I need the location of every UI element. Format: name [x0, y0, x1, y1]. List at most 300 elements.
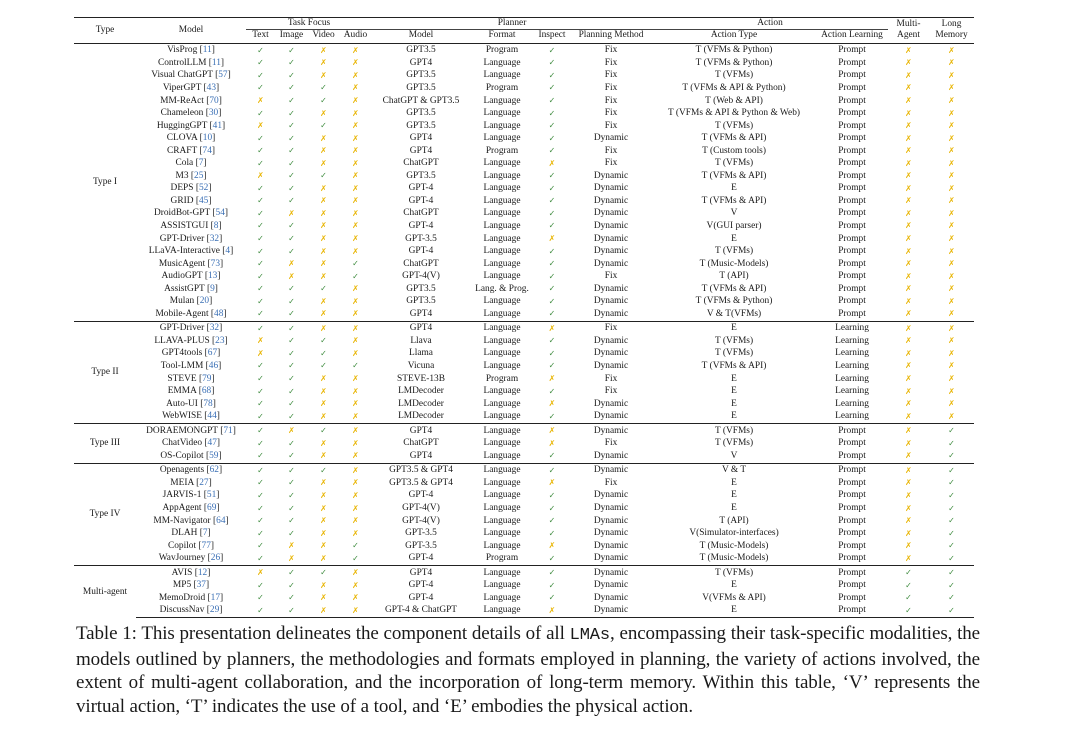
model-name-cell — [136, 220, 246, 233]
format-cell: Language — [483, 296, 521, 307]
cross-icon: ✗ — [905, 246, 912, 256]
citation-link[interactable]: 17 — [210, 592, 221, 603]
cross-icon: ✗ — [352, 96, 359, 105]
multi-agent-cell — [888, 145, 929, 158]
table-row — [74, 503, 974, 516]
citation-link[interactable]: 71 — [223, 425, 233, 436]
text-focus-cell — [246, 321, 275, 335]
long-memory-cell — [929, 82, 974, 95]
action-learning-cell: Prompt — [838, 528, 866, 539]
planning-method-cell: Dynamic — [593, 246, 629, 257]
video-focus-cell — [308, 258, 339, 271]
check-icon: ✓ — [288, 478, 295, 488]
cross-icon: ✗ — [320, 246, 327, 256]
image-focus-cell — [275, 373, 308, 386]
planning-method-cell: Dynamic — [570, 566, 652, 580]
check-icon: ✓ — [257, 426, 264, 436]
cross-icon: ✗ — [905, 208, 912, 218]
citation-link[interactable]: 44 — [207, 411, 217, 422]
check-icon: ✓ — [352, 361, 359, 371]
video-focus-cell — [308, 296, 339, 309]
model-name-cell — [136, 515, 246, 528]
cite-bracket-close: ] — [211, 45, 215, 56]
action-learning-cell: Prompt — [816, 424, 888, 438]
action-type-cell: T (VFMs & Python) — [652, 43, 816, 57]
citation-link[interactable]: 29 — [209, 605, 220, 616]
table-row — [74, 43, 974, 57]
video-focus-cell — [308, 308, 339, 321]
cite-bracket-close: ] — [217, 271, 221, 282]
text-focus-cell — [246, 158, 275, 171]
cite-bracket-open: [ — [217, 425, 224, 436]
cross-icon: ✗ — [905, 259, 912, 269]
cite-bracket-close: ] — [217, 348, 221, 359]
model-name-cell — [136, 183, 246, 196]
action-learning-cell: Prompt — [838, 133, 866, 144]
citation-link[interactable]: 67 — [207, 348, 218, 359]
planning-method-cell: Dynamic — [570, 463, 652, 477]
audio-focus-cell — [339, 348, 372, 361]
citation-link[interactable]: 69 — [207, 503, 217, 513]
cite-bracket-close: ] — [220, 553, 224, 564]
cross-icon: ✗ — [948, 348, 955, 358]
citation-link[interactable]: 62 — [209, 465, 219, 476]
cite-bracket-close: ] — [214, 283, 218, 294]
table-row — [74, 57, 974, 70]
video-focus-cell — [308, 120, 339, 133]
long-memory-cell — [929, 120, 974, 133]
check-icon: ✓ — [548, 361, 556, 371]
cross-icon: ✗ — [320, 528, 327, 538]
format-cell: Language — [470, 566, 534, 580]
citation-link[interactable]: 32 — [209, 323, 220, 334]
inspect-cell — [534, 57, 570, 70]
image-focus-cell — [275, 258, 308, 271]
image-focus-cell — [275, 477, 308, 490]
planner-model-cell: GPT4 — [372, 566, 470, 580]
check-icon: ✓ — [288, 58, 295, 68]
action-type-cell: T (VFMs) — [714, 246, 754, 257]
cite-bracket-close: ] — [220, 258, 224, 269]
multi-agent-cell — [888, 592, 929, 605]
citation-link[interactable]: 74 — [202, 145, 212, 156]
audio-focus-cell — [339, 592, 372, 605]
cross-icon: ✗ — [548, 399, 556, 409]
cite-bracket-open: [ — [196, 386, 202, 397]
multi-agent-cell — [888, 335, 929, 348]
format-cell: Program — [470, 43, 534, 57]
cross-icon: ✗ — [352, 490, 359, 500]
multi-agent-cell — [888, 528, 929, 541]
cite-bracket-open: [ — [219, 246, 226, 257]
action-learning-cell: Prompt — [838, 158, 866, 169]
citation-link[interactable]: 9 — [210, 283, 215, 294]
format-cell: Language — [483, 490, 521, 501]
cross-icon: ✗ — [905, 284, 912, 294]
table-row — [74, 477, 974, 490]
audio-focus-cell — [339, 258, 372, 271]
check-icon: ✓ — [288, 348, 295, 358]
check-icon: ✓ — [288, 96, 295, 105]
action-type-cell: T (VFMs) — [714, 70, 754, 81]
cross-icon: ✗ — [905, 58, 912, 68]
model-name-cell — [136, 195, 246, 208]
citation-link[interactable]: 10 — [202, 133, 213, 144]
cite-bracket-close: ] — [225, 515, 229, 526]
planner-model-cell: STEVE-13B — [397, 373, 445, 384]
citation-link[interactable]: 64 — [216, 515, 226, 526]
audio-focus-cell — [339, 208, 372, 221]
citation-link[interactable]: 73 — [210, 258, 221, 269]
check-icon: ✓ — [288, 83, 295, 93]
format-cell: Language — [483, 438, 521, 449]
cite-bracket-close: ] — [212, 398, 216, 409]
check-icon: ✓ — [288, 183, 295, 193]
audio-focus-cell — [339, 553, 372, 566]
cross-icon: ✗ — [905, 309, 912, 319]
audio-focus-cell — [339, 57, 372, 70]
action-type-cell: T (VFMs & API) — [701, 133, 767, 144]
text-focus-cell — [246, 195, 275, 208]
cross-icon: ✗ — [948, 336, 955, 346]
citation-link[interactable]: 77 — [201, 540, 211, 551]
action-type-cell: V & T — [652, 463, 816, 477]
model-name: ASSISTGUI — [160, 220, 209, 231]
video-focus-cell — [308, 605, 339, 618]
citation-link[interactable]: 20 — [199, 296, 210, 307]
check-icon: ✓ — [905, 605, 912, 615]
cross-icon: ✗ — [905, 323, 912, 333]
inspect-cell — [534, 271, 570, 284]
citation-link[interactable]: 59 — [209, 450, 219, 461]
inspect-cell — [534, 208, 570, 221]
model-name: AVIS — [171, 567, 193, 578]
table-row — [74, 386, 974, 399]
cross-icon: ✗ — [288, 271, 295, 281]
planning-method-cell: Dynamic — [593, 133, 629, 144]
cross-icon: ✗ — [905, 516, 912, 526]
text-focus-cell — [246, 296, 275, 309]
check-icon: ✓ — [257, 605, 264, 615]
citation-link[interactable]: 7 — [198, 158, 204, 169]
audio-focus-cell — [339, 566, 372, 580]
cross-icon: ✗ — [320, 451, 327, 461]
citation-link[interactable]: 45 — [198, 195, 209, 206]
cross-icon: ✗ — [320, 259, 327, 269]
model-name: GPT-Driver — [159, 233, 205, 244]
inspect-cell — [534, 348, 570, 361]
cross-icon: ✗ — [948, 399, 955, 409]
table-row — [74, 528, 974, 541]
cite-bracket-open: [ — [203, 108, 209, 119]
table-row — [74, 411, 974, 424]
check-icon: ✓ — [320, 284, 327, 294]
table-row — [74, 158, 974, 171]
text-focus-cell — [246, 553, 275, 566]
text-focus-cell — [246, 246, 275, 259]
multi-agent-cell — [888, 553, 929, 566]
audio-focus-cell — [339, 360, 372, 373]
planner-model-cell: Llama — [409, 348, 433, 359]
multi-agent-cell — [888, 386, 929, 399]
audio-focus-cell — [339, 605, 372, 618]
cross-icon: ✗ — [320, 503, 327, 513]
cross-icon: ✗ — [548, 158, 556, 168]
video-focus-cell — [308, 335, 339, 348]
cross-icon: ✗ — [352, 296, 359, 306]
cross-icon: ✗ — [257, 171, 264, 181]
action-learning-cell: Prompt — [838, 183, 866, 194]
model-name: Mulan — [169, 296, 195, 307]
action-learning-cell: Learning — [835, 348, 869, 359]
citation-link[interactable]: 32 — [209, 233, 220, 244]
citation-link[interactable]: 11 — [202, 45, 212, 56]
check-icon: ✓ — [257, 490, 264, 500]
citation-link[interactable]: 43 — [206, 82, 217, 93]
check-icon: ✓ — [288, 528, 295, 538]
cite-bracket-close: ] — [230, 246, 234, 257]
cross-icon: ✗ — [905, 96, 912, 105]
action-learning-cell: Prompt — [838, 553, 866, 564]
multi-agent-cell — [888, 348, 929, 361]
audio-focus-cell — [339, 540, 372, 553]
inspect-cell — [534, 308, 570, 321]
video-focus-cell — [308, 490, 339, 503]
inspect-cell — [534, 540, 570, 553]
video-focus-cell — [308, 208, 339, 221]
cite-bracket-close: ] — [219, 233, 223, 244]
cross-icon: ✗ — [257, 96, 264, 105]
table-row — [74, 108, 974, 121]
citation-link[interactable]: 52 — [198, 183, 209, 194]
table-row — [74, 348, 974, 361]
multi-agent-cell — [888, 477, 929, 490]
cross-icon: ✗ — [352, 309, 359, 319]
check-icon: ✓ — [257, 541, 264, 551]
model-name-cell — [136, 360, 246, 373]
cite-bracket-open: [ — [202, 348, 208, 359]
cite-bracket-open: [ — [205, 553, 211, 564]
check-icon: ✓ — [948, 568, 955, 578]
cross-icon: ✗ — [548, 605, 556, 615]
long-memory-cell — [929, 438, 974, 451]
image-focus-cell — [275, 208, 308, 221]
citation-link[interactable]: 12 — [197, 567, 208, 578]
cite-bracket-close: ] — [210, 540, 215, 551]
cross-icon: ✗ — [905, 399, 912, 409]
citation-link[interactable]: 47 — [207, 438, 217, 449]
cross-icon: ✗ — [352, 411, 359, 421]
audio-focus-cell — [339, 195, 372, 208]
citation-link[interactable]: 78 — [203, 398, 213, 409]
long-memory-cell — [929, 70, 974, 83]
video-focus-cell — [308, 566, 339, 580]
check-icon: ✓ — [548, 284, 556, 294]
citation-link[interactable]: 41 — [212, 120, 223, 131]
video-focus-cell — [308, 57, 339, 70]
model-name-cell — [136, 95, 246, 108]
inspect-cell — [534, 398, 570, 411]
action-learning-cell: Prompt — [838, 246, 866, 257]
video-focus-cell — [308, 95, 339, 108]
model-name-cell — [136, 335, 246, 348]
cross-icon: ✗ — [905, 45, 912, 55]
cross-icon: ✗ — [905, 465, 912, 475]
header-audio: Audio — [339, 30, 372, 43]
table-row — [74, 145, 974, 158]
long-memory-cell — [929, 580, 974, 593]
inspect-cell — [534, 283, 570, 296]
citation-link[interactable]: 70 — [209, 95, 219, 106]
check-icon: ✓ — [257, 309, 264, 319]
format-cell: Language — [483, 195, 521, 206]
text-focus-cell — [246, 70, 275, 83]
inspect-cell — [534, 233, 570, 246]
audio-focus-cell — [339, 170, 372, 183]
text-focus-cell — [246, 108, 275, 121]
action-type-cell: E — [731, 503, 737, 513]
multi-agent-cell — [888, 566, 929, 580]
planner-model-cell: GPT4 — [409, 450, 433, 461]
long-memory-cell — [929, 57, 974, 70]
model-name-cell — [136, 321, 246, 335]
audio-focus-cell — [339, 398, 372, 411]
table-row — [74, 553, 974, 566]
cross-icon: ✗ — [288, 426, 295, 436]
action-type-cell: T (VFMs) — [714, 120, 754, 131]
check-icon: ✓ — [257, 503, 264, 513]
planning-method-cell: Fix — [570, 43, 652, 57]
check-icon: ✓ — [257, 553, 264, 563]
cross-icon: ✗ — [320, 516, 327, 526]
planning-method-cell: Fix — [604, 82, 618, 93]
check-icon: ✓ — [548, 196, 556, 206]
planner-model-cell: GPT-4 & ChatGPT — [372, 605, 470, 618]
citation-link[interactable]: 54 — [215, 208, 225, 219]
audio-focus-cell — [339, 120, 372, 133]
citation-link[interactable]: 79 — [202, 373, 212, 384]
citation-link[interactable]: 25 — [194, 170, 204, 181]
model-name: CLOVA — [166, 133, 198, 144]
action-learning-cell: Prompt — [838, 233, 866, 244]
text-focus-cell — [246, 566, 275, 580]
cross-icon: ✗ — [948, 146, 955, 156]
check-icon: ✓ — [548, 568, 556, 578]
cite-bracket-close: ] — [211, 145, 216, 156]
citation-link[interactable]: 7 — [202, 528, 208, 539]
cross-icon: ✗ — [948, 58, 955, 68]
format-cell: Language — [483, 246, 521, 257]
check-icon: ✓ — [257, 108, 264, 118]
action-type-cell: T (VFMs & Python) — [695, 57, 773, 68]
model-name: Chameleon — [160, 108, 204, 119]
citation-link[interactable]: 30 — [208, 108, 219, 119]
long-memory-cell — [929, 220, 974, 233]
video-focus-cell — [308, 195, 339, 208]
long-memory-cell — [929, 271, 974, 284]
check-icon: ✓ — [320, 348, 327, 358]
model-name: LLAVA-PLUS — [154, 335, 210, 346]
cite-bracket-open: [ — [201, 503, 208, 513]
audio-focus-cell — [339, 133, 372, 146]
long-memory-cell — [929, 133, 974, 146]
long-memory-cell — [929, 308, 974, 321]
planning-method-cell: Dynamic — [593, 208, 629, 219]
action-type-cell: E — [731, 490, 737, 501]
planning-method-cell: Dynamic — [593, 553, 629, 564]
check-icon: ✓ — [257, 45, 264, 55]
audio-focus-cell — [339, 450, 372, 463]
cross-icon: ✗ — [352, 399, 359, 409]
planner-model-cell: GPT-3.5 — [405, 233, 437, 244]
check-icon: ✓ — [288, 284, 295, 294]
citation-link[interactable]: 26 — [210, 553, 221, 564]
citation-link[interactable]: 57 — [218, 70, 228, 81]
text-focus-cell — [246, 283, 275, 296]
cross-icon: ✗ — [352, 45, 359, 55]
audio-focus-cell — [339, 108, 372, 121]
citation-link[interactable]: 51 — [206, 490, 217, 501]
check-icon: ✓ — [548, 96, 556, 105]
table-row — [74, 605, 974, 618]
planner-model-cell: ChatGPT & GPT3.5 — [382, 95, 460, 106]
cross-icon: ✗ — [948, 361, 955, 371]
cross-icon: ✗ — [948, 45, 955, 55]
audio-focus-cell — [339, 424, 372, 438]
inspect-cell — [534, 108, 570, 121]
planner-model-cell: GPT-4(V) — [402, 515, 440, 526]
cross-icon: ✗ — [352, 323, 359, 333]
cross-icon: ✗ — [905, 83, 912, 93]
check-icon: ✓ — [320, 171, 327, 181]
inspect-cell — [534, 566, 570, 580]
planning-method-cell: Dynamic — [570, 424, 652, 438]
audio-focus-cell — [339, 411, 372, 424]
model-name: Mobile-Agent — [155, 308, 209, 319]
cross-icon: ✗ — [905, 234, 912, 244]
citation-link[interactable]: 8 — [213, 220, 219, 231]
citation-link[interactable]: 37 — [196, 580, 206, 591]
check-icon: ✓ — [257, 451, 264, 461]
citation-link[interactable]: 23 — [215, 335, 225, 346]
planner-model-cell: GPT3.5 & GPT4 — [389, 477, 453, 488]
citation-link[interactable]: 68 — [201, 386, 212, 397]
long-memory-cell — [929, 477, 974, 490]
video-focus-cell — [308, 360, 339, 373]
citation-link[interactable]: 46 — [208, 360, 219, 371]
format-cell: Language — [483, 170, 521, 181]
citation-link[interactable]: 48 — [214, 308, 224, 319]
action-learning-cell: Prompt — [816, 566, 888, 580]
action-learning-cell: Prompt — [838, 82, 866, 93]
check-icon: ✓ — [548, 70, 556, 80]
model-name-cell — [136, 246, 246, 259]
citation-link[interactable]: 4 — [225, 246, 231, 257]
multi-agent-cell — [888, 450, 929, 463]
long-memory-cell — [929, 321, 974, 335]
action-learning-cell: Prompt — [838, 540, 866, 551]
cross-icon: ✗ — [548, 323, 556, 333]
citation-link[interactable]: 13 — [207, 271, 218, 282]
text-focus-cell — [246, 258, 275, 271]
model-name-cell — [136, 348, 246, 361]
check-icon: ✓ — [288, 246, 295, 256]
multi-agent-cell — [888, 233, 929, 246]
citation-link[interactable]: 11 — [211, 57, 221, 68]
action-learning-cell: Prompt — [838, 283, 866, 294]
cross-icon: ✗ — [948, 158, 955, 168]
citation-link[interactable]: 27 — [199, 477, 209, 488]
